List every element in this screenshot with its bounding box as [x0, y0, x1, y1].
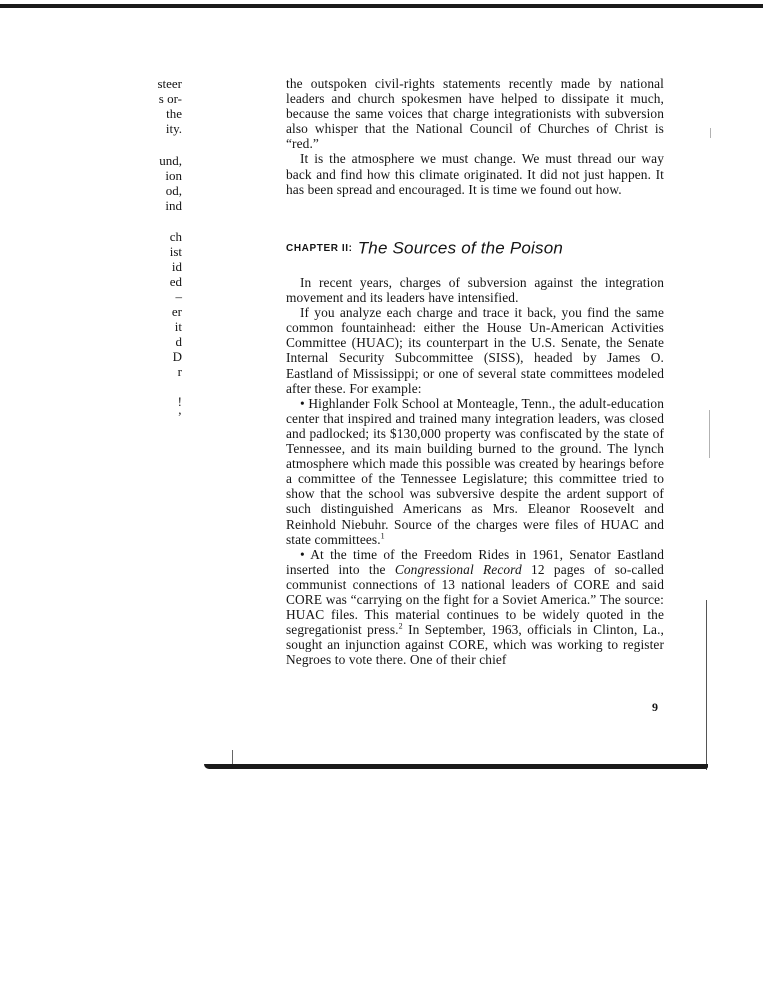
scan-speck: [232, 750, 233, 764]
bleed-word: ind: [165, 198, 182, 213]
bullet-highlander-text: • Highlander Folk School at Monteagle, Tenn., the adult-education center that inspired and trained many integration leaders, was closed and padlocked; its $130,000 property was confiscated by the state of Tennessee, and its main building burned to the ground. The lynch atmosphere which made this possible was created by hearings before a committee of the Tennessee Legislature; this committee tried to show that the school was subversive despite the ardent support of such distinguished Americans as Mrs. Eleanor Roosevelt and Reinhold Niebuhr. Source of the charges were files of HUAC and state committees.: [286, 395, 664, 547]
bleed-word: it: [174, 319, 182, 334]
bleed-word: ist: [169, 244, 182, 259]
bleed-word: ed: [169, 274, 182, 289]
page-top-text: [286, 76, 664, 197]
chapter-title: The Sources of the Poison: [357, 238, 564, 258]
page-number: 9: [652, 700, 658, 714]
bleed-word: D: [172, 349, 182, 364]
bullet-paragraph-freedom-rides: [286, 547, 664, 668]
bleed-word: steer: [157, 76, 182, 91]
bleed-word: er: [171, 304, 182, 319]
bullet-freedom-rides-text-a: • At the time of the Freedom Rides in 1961, Senator Eastland inserted into the: [286, 546, 664, 577]
chapter-heading: [286, 238, 664, 259]
bleed-word: –: [175, 289, 182, 304]
bleed-word: r: [177, 364, 182, 379]
intro-paragraph-2: It is the atmosphere we must change. We must thread our way back and find how this climate originated. It did not just happen. It has been spread and encouraged. It is time we found out how.: [286, 151, 664, 197]
bleed-word: !: [177, 394, 182, 409]
chapter-label: CHAPTER II:: [286, 243, 353, 254]
bleed-word: od,: [165, 183, 182, 198]
bleed-word: d: [175, 334, 182, 349]
congressional-record-title: Congressional Record: [394, 561, 522, 577]
bleed-word: ch: [169, 229, 182, 244]
bleed-word: ʼ: [177, 409, 182, 424]
scan-speck: [709, 410, 710, 458]
bullet-freedom-rides-text-c: In September, 1963, officials in Clinton, La., sought an injunction against CORE, which was working to register Negroes to vote there. One of their chief: [286, 622, 664, 668]
scan-right-page-edge: [706, 600, 707, 770]
chapter-paragraph-2: If you analyze each charge and trace it back, you find the same common fountainhead: either the House Un-American Activities Committee (HUAC); its counterpart in the U.S. Senate, the Senate Internal Security Subcommittee (SISS), headed by James O. Eastland of Mississippi; or one of several state committees modeled after these. For example:: [286, 305, 664, 396]
scan-top-edge: [0, 4, 763, 8]
bullet-freedom-rides-text-b: 12 pages of so-called communist connections of 13 national leaders of CORE and said CORE was “carrying on the fight for a Soviet America.” The source: HUAC files. This material continues to be widely quoted in the segregationist press.: [286, 561, 664, 638]
scan-bottom-edge: [204, 764, 708, 769]
bullet-paragraph-highlander: [286, 396, 664, 547]
bleed-word: ity.: [165, 121, 182, 136]
bleed-word: the: [166, 106, 182, 121]
bleed-word: s or-: [158, 91, 182, 106]
chapter-body: [286, 275, 664, 667]
scan-speck: [710, 128, 711, 138]
chapter-paragraph-1: In recent years, charges of subversion against the integration movement and its leaders have intensified.: [286, 275, 664, 306]
footnote-marker: 2: [398, 621, 403, 631]
bleed-word: id: [171, 259, 182, 274]
bleed-word: und,: [159, 153, 182, 168]
footnote-marker: 1: [380, 531, 385, 541]
bleed-word: ion: [165, 168, 182, 183]
intro-paragraph-1: the outspoken civil-rights statements recently made by national leaders and church spokesmen have helped to dissipate it much, because the same voices that charge integrationists with subversion also whisper that the National Council of Churches of Christ is “red.”: [286, 76, 664, 152]
